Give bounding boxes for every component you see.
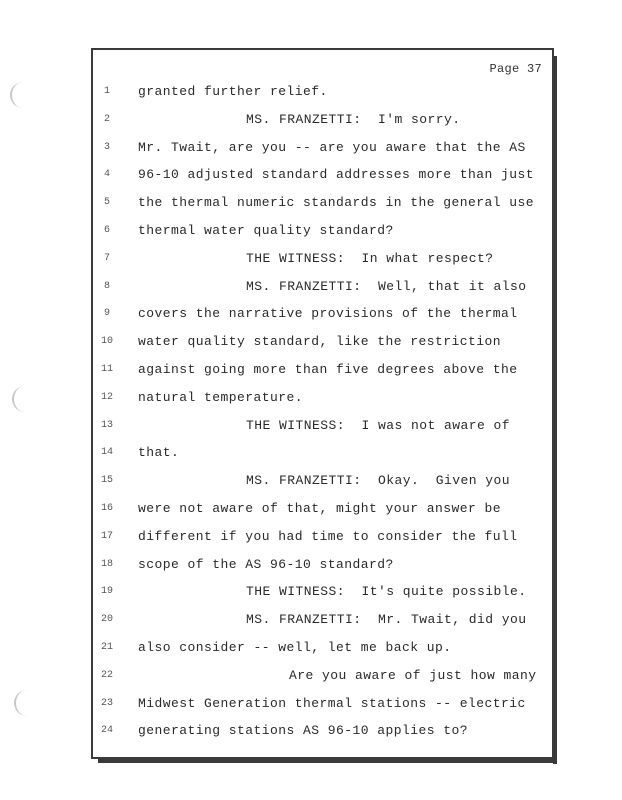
transcript-line: [0, 362, 622, 382]
transcript-line: [0, 167, 622, 187]
line-text: Midwest Generation thermal stations -- electric: [138, 695, 526, 711]
line-text: natural temperature.: [138, 389, 304, 405]
line-number: 9: [103, 308, 110, 320]
line-number: 13: [100, 419, 113, 431]
page-frame-shadow-bottom: [98, 759, 557, 763]
line-text: THE WITNESS: I was not aware of: [246, 417, 511, 433]
line-number: 6: [103, 225, 110, 236]
transcript-line: [0, 529, 622, 549]
line-text: 96-10 adjusted standard addresses more than just: [138, 167, 535, 183]
line-text: Are you aware of just how many: [289, 667, 537, 683]
line-number: 3: [103, 141, 110, 153]
line-text: against going more than five degrees above the: [138, 362, 518, 377]
line-text: water quality standard, like the restriction: [138, 334, 502, 350]
line-text: THE WITNESS: It's quite possible.: [246, 584, 527, 600]
transcript-line: [0, 195, 622, 215]
line-text: MS. FRANZETTI: I'm sorry.: [246, 111, 461, 127]
transcript-line: [0, 612, 622, 632]
line-text: covers the narrative provisions of the thermal: [138, 306, 518, 322]
line-text: generating stations AS 96-10 applies to?: [138, 723, 469, 739]
transcript-line: [0, 84, 622, 104]
line-text: MS. FRANZETTI: Okay. Given you: [246, 473, 511, 489]
line-text: Mr. Twait, are you -- are you aware that the AS: [138, 139, 526, 155]
line-number: 11: [100, 364, 113, 375]
page-number: Page 37: [489, 62, 542, 76]
line-number: 20: [100, 614, 113, 626]
line-text: thermal water quality standard?: [138, 223, 394, 238]
line-number: 18: [100, 558, 113, 570]
line-text: the thermal numeric standards in the general use: [138, 195, 535, 211]
line-text: MS. FRANZETTI: Well, that it also: [246, 278, 527, 294]
transcript-line: [0, 696, 622, 716]
line-number: 1: [103, 86, 110, 97]
transcript-line: [0, 390, 622, 410]
line-text: THE WITNESS: In what respect?: [246, 250, 494, 266]
transcript-line: [0, 418, 622, 438]
line-number: 24: [100, 725, 113, 737]
line-number: 12: [100, 391, 113, 403]
transcript-line: [0, 473, 622, 493]
line-number: 23: [100, 697, 113, 709]
transcript-line: [0, 557, 622, 577]
line-number: 14: [100, 447, 113, 459]
transcript-line: [0, 306, 622, 326]
line-number: 8: [103, 280, 110, 292]
line-number: 5: [103, 197, 110, 209]
line-number: 10: [100, 336, 113, 348]
transcript-line: [0, 445, 622, 465]
transcript-line: [0, 140, 622, 160]
line-number: 22: [100, 669, 113, 681]
transcript-line: [0, 640, 622, 660]
transcript-line: [0, 584, 622, 604]
line-number: 4: [103, 169, 110, 181]
line-number: 19: [100, 586, 113, 598]
transcript-line: [0, 112, 622, 132]
line-number: 16: [100, 503, 113, 514]
line-text: that.: [138, 445, 180, 461]
transcript-line: [0, 668, 622, 688]
line-text: scope of the AS 96-10 standard?: [138, 556, 394, 572]
line-number: 7: [103, 252, 110, 264]
line-text: different if you had time to consider the full: [138, 528, 518, 544]
transcript-line: [0, 334, 622, 354]
transcript-line: [0, 723, 622, 743]
line-number: 21: [100, 642, 113, 653]
line-number: 15: [100, 475, 113, 487]
line-text: were not aware of that, might your answer be: [138, 501, 502, 516]
line-text: MS. FRANZETTI: Mr. Twait, did you: [246, 612, 527, 628]
transcript-line: [0, 279, 622, 299]
line-text: also consider -- well, let me back up.: [138, 640, 452, 655]
transcript-line: [0, 501, 622, 521]
line-text: granted further relief.: [138, 84, 328, 99]
transcript-line: [0, 223, 622, 243]
line-number: 17: [100, 530, 113, 542]
line-number: 2: [103, 113, 110, 125]
transcript-line: [0, 251, 622, 271]
